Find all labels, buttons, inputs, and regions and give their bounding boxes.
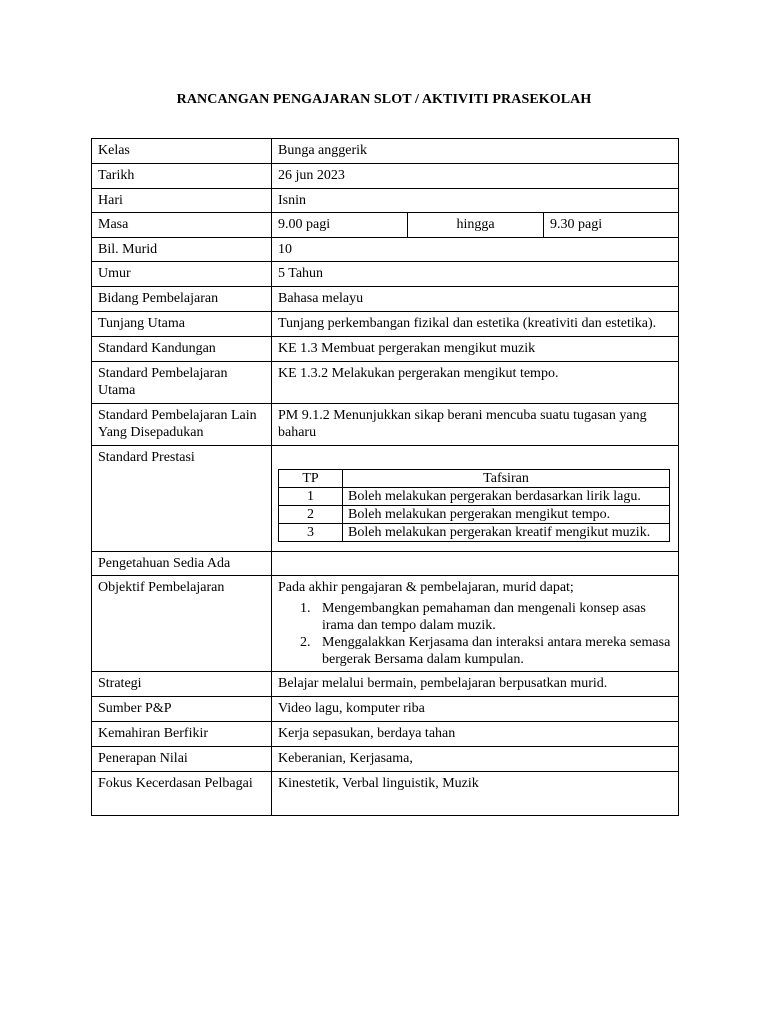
value-tarikh: 26 jun 2023	[272, 164, 679, 189]
tp-header: TP	[279, 470, 343, 488]
row-kemahiran	[92, 722, 679, 747]
label-bil-murid: Bil. Murid	[92, 238, 272, 262]
row-tarikh	[92, 164, 679, 189]
tp-level: 3	[279, 524, 343, 542]
row-umur	[92, 262, 679, 287]
row-tunjang	[92, 312, 679, 337]
value-tunjang: Tunjang perkembangan fizikal dan estetika (kreativiti dan estetika).	[272, 312, 679, 337]
row-nilai	[92, 747, 679, 772]
row-standard-prestasi	[92, 446, 679, 552]
tafsiran-header: Tafsiran	[343, 470, 670, 488]
row-fokus	[92, 772, 679, 816]
list-item	[278, 634, 672, 668]
label-masa: Masa	[92, 213, 272, 238]
value-kelas: Bunga anggerik	[272, 139, 679, 164]
page-title: RANCANGAN PENGAJARAN SLOT / AKTIVITI PRASEKOLAH	[176, 92, 592, 107]
label-bidang: Bidang Pembelajaran	[92, 287, 272, 312]
tp-description: Boleh melakukan pergerakan kreatif mengikut muzik.	[343, 524, 670, 542]
tp-description: Boleh melakukan pergerakan mengikut tempo.	[343, 506, 670, 524]
row-standard-pembelajaran-utama	[92, 362, 679, 404]
label-standard-pembelajaran-utama: Standard Pembelajaran Utama	[92, 362, 272, 404]
row-masa	[92, 213, 679, 238]
label-objektif: Objektif Pembelajaran	[92, 576, 272, 672]
performance-level-table	[278, 469, 670, 542]
performance-level-row	[279, 524, 670, 542]
label-sumber: Sumber P&P	[92, 697, 272, 722]
row-strategi	[92, 672, 679, 697]
performance-level-row	[279, 506, 670, 524]
label-pengetahuan: Pengetahuan Sedia Ada	[92, 552, 272, 576]
row-kelas	[92, 139, 679, 164]
list-item-number: 2.	[300, 635, 311, 650]
performance-level-row	[279, 488, 670, 506]
row-sumber	[92, 697, 679, 722]
label-fokus: Fokus Kecerdasan Pelbagai	[92, 772, 272, 816]
lesson-plan-table	[91, 138, 679, 816]
masa-separator: hingga	[408, 213, 544, 238]
label-kelas: Kelas	[92, 139, 272, 164]
label-nilai: Penerapan Nilai	[92, 747, 272, 772]
value-masa-end: 9.30 pagi	[544, 213, 679, 238]
value-standard-pembelajaran-utama: KE 1.3.2 Melakukan pergerakan mengikut tempo.	[272, 362, 679, 404]
value-hari: Isnin	[272, 189, 679, 213]
label-kemahiran: Kemahiran Berfikir	[92, 722, 272, 747]
label-standard-kandungan: Standard Kandungan	[92, 337, 272, 362]
row-bil-murid	[92, 238, 679, 262]
row-standard-pembelajaran-lain	[92, 404, 679, 446]
tp-level: 1	[279, 488, 343, 506]
objektif-list	[278, 600, 672, 668]
performance-level-header	[279, 470, 670, 488]
value-kemahiran: Kerja sepasukan, berdaya tahan	[272, 722, 679, 747]
row-objektif	[92, 576, 679, 672]
list-item-text: Menggalakkan Kerjasama dan interaksi antara mereka semasa bergerak Bersama dalam kumpulan.	[322, 635, 671, 667]
list-item-text: Mengembangkan pemahaman dan mengenali konsep asas irama dan tempo dalam muzik.	[322, 601, 646, 633]
value-masa-start: 9.00 pagi	[272, 213, 408, 238]
value-umur: 5 Tahun	[272, 262, 679, 287]
label-standard-prestasi: Standard Prestasi	[92, 446, 272, 552]
value-strategi: Belajar melalui bermain, pembelajaran berpusatkan murid.	[272, 672, 679, 697]
tp-description: Boleh melakukan pergerakan berdasarkan lirik lagu.	[343, 488, 670, 506]
value-sumber: Video lagu, komputer riba	[272, 697, 679, 722]
label-umur: Umur	[92, 262, 272, 287]
value-nilai: Keberanian, Kerjasama,	[272, 747, 679, 772]
value-fokus: Kinestetik, Verbal linguistik, Muzik	[272, 772, 679, 816]
value-bil-murid: 10	[272, 238, 679, 262]
row-pengetahuan	[92, 552, 679, 576]
row-hari	[92, 189, 679, 213]
objektif-intro: Pada akhir pengajaran & pembelajaran, murid dapat;	[278, 580, 574, 595]
standard-prestasi-cell	[272, 446, 679, 552]
row-bidang	[92, 287, 679, 312]
list-item-number: 1.	[300, 601, 311, 616]
row-standard-kandungan	[92, 337, 679, 362]
label-tarikh: Tarikh	[92, 164, 272, 189]
value-pengetahuan	[272, 552, 679, 576]
label-tunjang: Tunjang Utama	[92, 312, 272, 337]
value-bidang: Bahasa melayu	[272, 287, 679, 312]
label-hari: Hari	[92, 189, 272, 213]
label-strategi: Strategi	[92, 672, 272, 697]
value-standard-kandungan: KE 1.3 Membuat pergerakan mengikut muzik	[272, 337, 679, 362]
list-item	[278, 600, 672, 634]
label-standard-pembelajaran-lain: Standard Pembelajaran Lain Yang Disepadukan	[92, 404, 272, 446]
value-standard-pembelajaran-lain: PM 9.1.2 Menunjukkan sikap berani mencuba suatu tugasan yang baharu	[272, 404, 679, 446]
tp-level: 2	[279, 506, 343, 524]
value-objektif	[272, 576, 679, 672]
